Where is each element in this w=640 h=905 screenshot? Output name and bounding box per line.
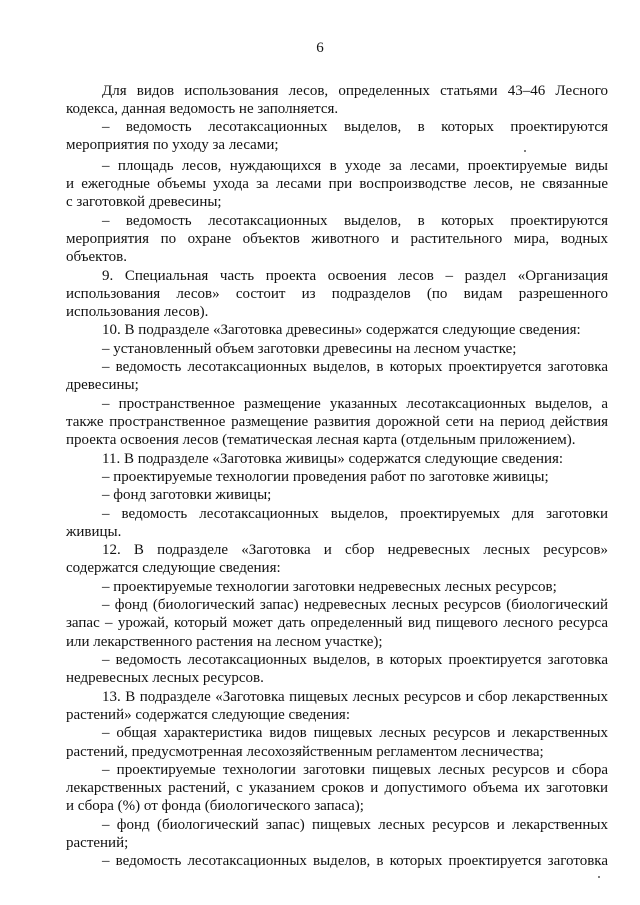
- text-line: – пространственное размещение указанных лесотаксационных выделов, а: [102, 396, 608, 412]
- text-line: использования лесов» состоит из подразделов (по видам разрешенного: [66, 286, 608, 302]
- text-line: 13. В подразделе «Заготовка пищевых лесных ресурсов и сбор лекарственных: [102, 689, 608, 705]
- text-line: – ведомость лесотаксационных выделов, в которых проектируется заготовка: [102, 359, 608, 375]
- text-line: также пространственное размещение развития дорожной сети на период действия: [66, 414, 608, 430]
- text-line: недревесных лесных ресурсов.: [66, 670, 264, 686]
- text-line: живицы.: [66, 524, 122, 540]
- text-line: и сбора (%) от фонда (биологического запаса);: [66, 798, 364, 814]
- text-line: мероприятия по охране объектов животного и растительного мира, водных: [66, 231, 608, 247]
- text-line: 11. В подразделе «Заготовка живицы» содержатся следующие сведения:: [102, 451, 564, 467]
- text-line: с заготовкой древесины;: [66, 194, 222, 210]
- text-line: 12. В подразделе «Заготовка и сбор недревесных лесных ресурсов»: [102, 542, 608, 558]
- text-line: и ежегодные объемы ухода за лесами при воспроизводстве лесов, не связанные: [66, 176, 608, 192]
- text-line: – установленный объем заготовки древесины на лесном участке;: [102, 341, 517, 357]
- text-line: – ведомость лесотаксационных выделов, проектируемых для заготовки: [102, 506, 608, 522]
- text-line: – проектируемые технологии заготовки недревесных лесных ресурсов;: [102, 579, 557, 595]
- text-line: – ведомость лесотаксационных выделов, в которых проектируется заготовка: [102, 853, 608, 869]
- text-line: растений» содержатся следующие сведения:: [66, 707, 351, 723]
- text-line: содержатся следующие сведения:: [66, 560, 281, 576]
- text-line: – проектируемые технологии заготовки пищевых лесных ресурсов и сбора: [102, 762, 608, 778]
- text-line: 9. Специальная часть проекта освоения лесов – раздел «Организация: [102, 268, 608, 284]
- text-line: – ведомость лесотаксационных выделов, в которых проектируются: [102, 213, 608, 229]
- text-line: – ведомость лесотаксационных выделов, в которых проектируется заготовка: [102, 652, 608, 668]
- text-line: – площадь лесов, нуждающихся в уходе за лесами, проектируемые виды: [102, 158, 608, 174]
- text-line: – фонд заготовки живицы;: [102, 487, 272, 503]
- scan-speck: [524, 150, 526, 152]
- text-line: кодекса, данная ведомость не заполняется.: [66, 101, 339, 117]
- scan-speck: [598, 876, 600, 878]
- text-line: – фонд (биологический запас) недревесных лесных ресурсов (биологический: [102, 597, 608, 613]
- text-line: Для видов использования лесов, определенных статьями 43–46 Лесного: [102, 83, 608, 99]
- text-line: проекта освоения лесов (тематическая лесная карта (отдельным приложением).: [66, 432, 576, 448]
- text-line: растений;: [66, 835, 129, 851]
- text-line: – фонд (биологический запас) пищевых лесных ресурсов и лекарственных: [102, 817, 608, 833]
- text-line: использования лесов).: [66, 304, 209, 320]
- text-line: растений, предусмотренная лесохозяйственным регламентом лесничества;: [66, 744, 544, 760]
- text-line: – общая характеристика видов пищевых лесных ресурсов и лекарственных: [102, 725, 608, 741]
- text-line: – проектируемые технологии проведения работ по заготовке живицы;: [102, 469, 549, 485]
- text-line: – ведомость лесотаксационных выделов, в которых проектируются: [102, 119, 608, 135]
- text-line: мероприятия по уходу за лесами;: [66, 137, 279, 153]
- text-line: или лекарственного растения на лесном участке);: [66, 634, 383, 650]
- text-line: лекарственных растений, с указанием сроков и допустимого объема их заготовки: [66, 780, 608, 796]
- text-line: объектов.: [66, 249, 127, 265]
- text-line: 10. В подразделе «Заготовка древесины» содержатся следующие сведения:: [102, 322, 581, 338]
- page-number: 6: [316, 40, 324, 56]
- text-line: запас – урожай, который может дать определенный вид пищевого лесного ресурса: [66, 615, 608, 631]
- text-line: древесины;: [66, 377, 139, 393]
